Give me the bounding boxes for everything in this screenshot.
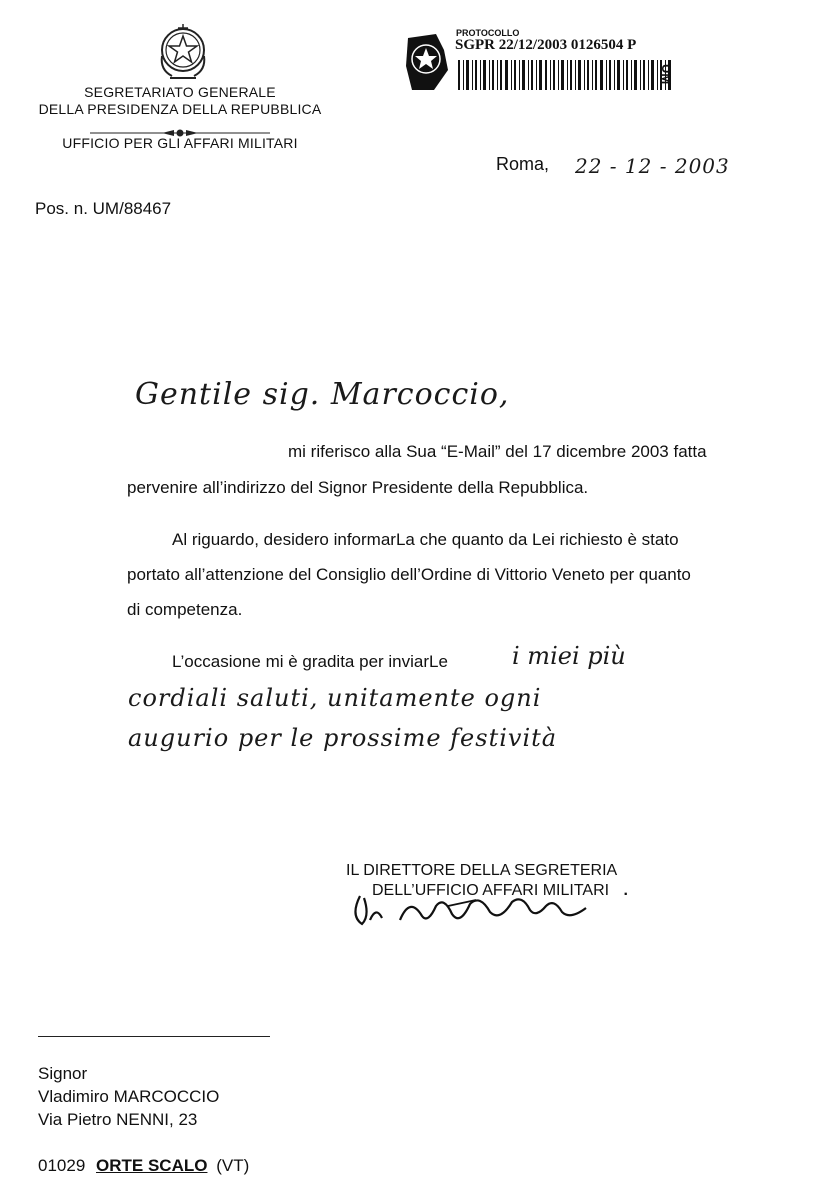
- handwritten-salutation: Gentile sig. Marcoccio,: [135, 377, 510, 412]
- handwritten-signature: [340, 876, 610, 936]
- paragraph-2-line-2: portato all’attenzione del Consiglio dell’Ordine di Vittorio Veneto per quanto: [127, 565, 691, 584]
- handwritten-closing-3: augurio per le prossime festività: [128, 724, 558, 752]
- reference-label: Pos. n.: [35, 199, 88, 218]
- date-handwritten: 22 - 12 - 2003: [575, 154, 730, 178]
- signature-end-mark: .: [623, 882, 628, 899]
- paragraph-3-line-1: L’occasione mi è gradita per inviarLe: [172, 652, 448, 671]
- signature-title-line-1: IL DIRETTORE DELLA SEGRETERIA: [346, 862, 618, 879]
- recipient-name: Vladimiro MARCOCCIO: [38, 1087, 220, 1106]
- recipient-salutation: Signor: [38, 1064, 88, 1083]
- recipient-city: ORTE SCALO: [96, 1156, 208, 1175]
- recipient-postcode: 01029: [38, 1156, 86, 1175]
- paragraph-1-line-1: mi riferisco alla Sua “E-Mail” del 17 dicembre 2003 fatta: [288, 442, 707, 461]
- handwritten-closing-2: cordiali saluti, unitamente ogni: [128, 684, 542, 712]
- paragraph-1-line-2: pervenire all’indirizzo del Signor Presidente della Repubblica.: [127, 478, 589, 497]
- letterhead-line-1: SEGRETARIATO GENERALE: [84, 84, 276, 100]
- letterhead-divider: [90, 124, 270, 132]
- stamp-barcode: [458, 60, 674, 90]
- stamp-side-code: UM: [659, 64, 674, 85]
- paragraph-2-line-1: Al riguardo, desidero informarLa che quanto da Lei richiesto è stato: [172, 530, 679, 549]
- paragraph-2-line-3: di competenza.: [127, 600, 243, 619]
- signature-office: DELL’UFFICIO AFFARI MILITARI: [372, 882, 610, 899]
- letterhead-line-3: UFFICIO PER GLI AFFARI MILITARI: [62, 135, 298, 151]
- letterhead-line-2: DELLA PRESIDENZA DELLA REPUBBLICA: [38, 101, 322, 117]
- reference-number: [35, 199, 171, 219]
- stamp-emblem-icon: [404, 30, 452, 94]
- republic-emblem-icon: [156, 22, 210, 82]
- recipient-city-line: [38, 1156, 249, 1176]
- recipient-street: Via Pietro NENNI, 23: [38, 1110, 198, 1129]
- date-place: Roma,: [496, 154, 550, 174]
- address-separator: [38, 1036, 270, 1037]
- stamp-protocol-number: SGPR 22/12/2003 0126504 P: [455, 37, 637, 53]
- stamp-label: PROTOCOLLO: [456, 28, 520, 38]
- reference-value: UM/88467: [92, 199, 172, 218]
- handwritten-closing-1: i miei più: [512, 642, 626, 670]
- recipient-province: (VT): [216, 1156, 250, 1175]
